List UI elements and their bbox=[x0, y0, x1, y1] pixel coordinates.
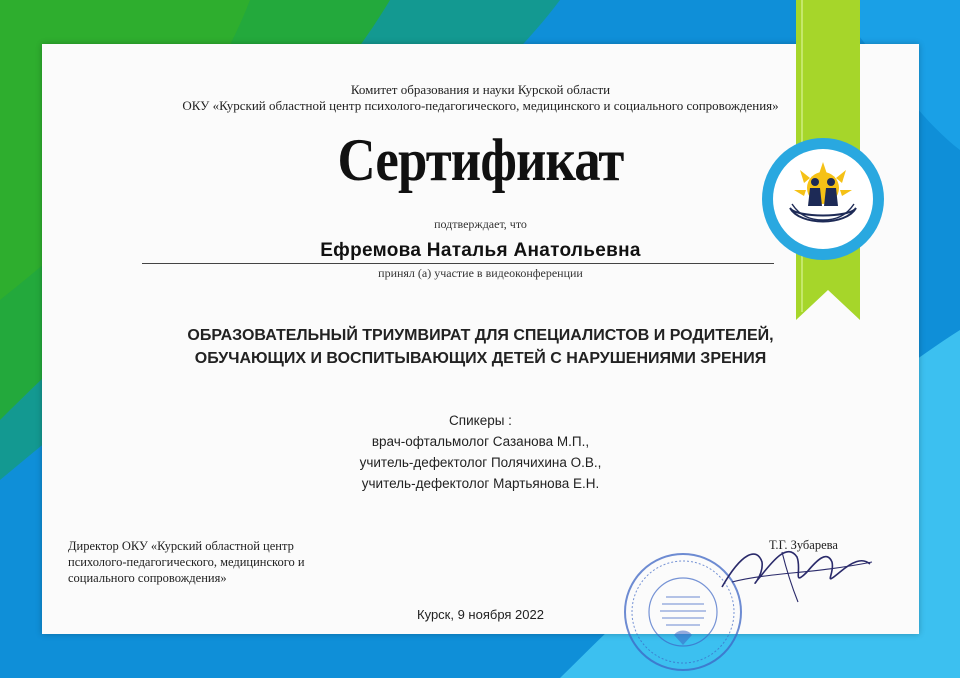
center-emblem-icon bbox=[760, 136, 886, 262]
name-underline bbox=[142, 263, 774, 264]
participation-text: принял (а) участие в видеоконференции bbox=[378, 266, 583, 280]
confirms-text: подтверждает, что bbox=[434, 217, 527, 231]
certificate-title: Сертификат bbox=[337, 127, 624, 193]
speaker-1: врач-офтальмолог Сазанова М.П., bbox=[371, 434, 590, 449]
recipient-name: Ефремова Наталья Анатольевна bbox=[320, 240, 641, 261]
event-title-line1: ОБРАЗОВАТЕЛЬНЫЙ ТРИУМВИРАТ ДЛЯ СПЕЦИАЛИСТОВ И РОДИТЕЛЕЙ, bbox=[187, 327, 774, 344]
director-line2: психолого-педагогического, медицинского и bbox=[68, 555, 305, 569]
director-title bbox=[68, 538, 305, 586]
speakers-heading: Спикеры : bbox=[449, 413, 512, 428]
issuer-center: ОКУ «Курский областной центр психолого-педагогического, медицинского и социального сопровождения» bbox=[182, 98, 779, 113]
speakers-block bbox=[42, 410, 919, 494]
signatory-name: Т.Г. Зубарева bbox=[769, 538, 838, 552]
director-line1: Директор ОКУ «Курский областной центр bbox=[68, 539, 294, 553]
certificate-card bbox=[42, 44, 919, 634]
speaker-3: учитель-дефектолог Мартьянова Е.Н. bbox=[361, 476, 600, 491]
issuer-committee: Комитет образования и науки Курской области bbox=[350, 82, 611, 97]
place-and-date: Курск, 9 ноября 2022 bbox=[417, 607, 544, 622]
director-line3: социального сопровождения» bbox=[68, 571, 227, 585]
speaker-2: учитель-дефектолог Полячихина О.В., bbox=[359, 455, 602, 470]
event-title-line2: ОБУЧАЮЩИХ И ВОСПИТЫВАЮЩИХ ДЕТЕЙ С НАРУШЕНИЯМИ ЗРЕНИЯ bbox=[194, 350, 767, 367]
